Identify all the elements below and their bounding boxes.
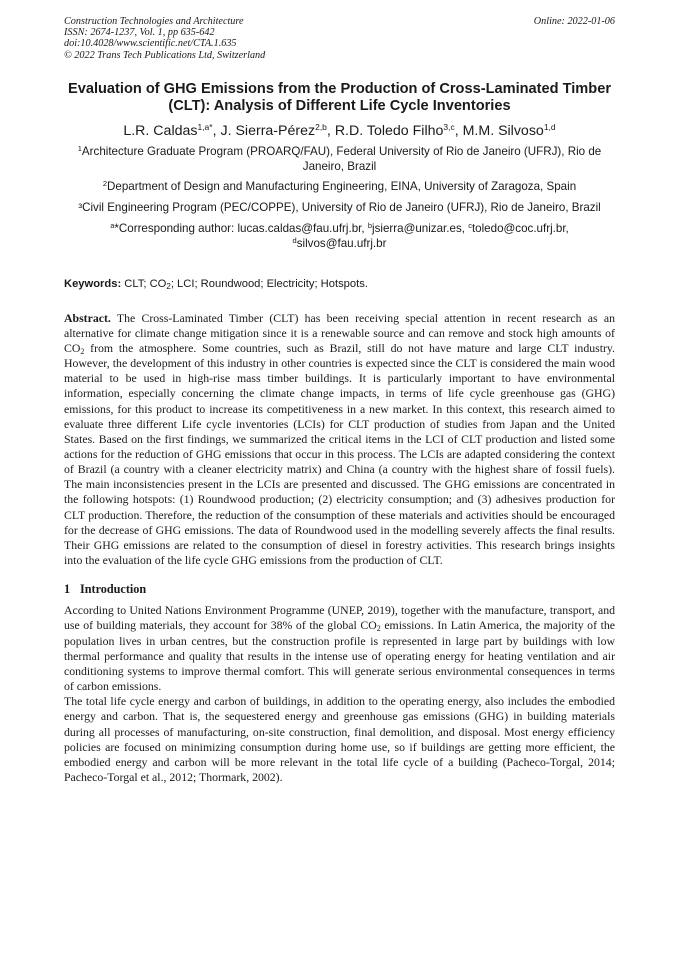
email-mark: d: [292, 235, 297, 245]
affiliation-2: [64, 180, 615, 195]
corresponding-author: [64, 222, 615, 252]
corresponding-prefix: *Corresponding author: lucas.caldas@fau.ufrj.br,: [114, 222, 368, 235]
email-mark: b: [367, 221, 372, 230]
email-mark: c: [468, 221, 472, 230]
section-heading: [64, 581, 615, 597]
keywords-text: ; LCI; Roundwood; Electricity; Hotspots.: [170, 277, 368, 290]
copyright-line: © 2022 Trans Tech Publications Ltd, Switzerland: [64, 49, 266, 61]
running-header: [64, 16, 615, 61]
keywords-text: CLT; CO: [121, 277, 167, 290]
subscript: 2: [166, 281, 171, 291]
author-affil-mark: 1,a*: [197, 121, 213, 132]
author-separator: ,: [326, 122, 335, 139]
paragraph-text: According to United Nations Environment Programme (UNEP, 2019), together with the manufacture, transport, and use of building materials, they account for 38% of the global CO: [64, 603, 615, 633]
body-paragraph: [64, 603, 615, 694]
author-separator: ,: [454, 122, 463, 139]
doi-line: doi:10.4028/www.scientific.net/CTA.1.635: [64, 38, 237, 50]
email-link[interactable]: toledo@coc.ufrj.br,: [471, 222, 569, 235]
affiliation-1: [64, 145, 615, 175]
section-title: Introduction: [80, 582, 147, 597]
author-name: R.D. Toledo Filho: [334, 122, 444, 139]
journal-name: Construction Technologies and Architecture: [64, 16, 244, 27]
affiliation-text: Architecture Graduate Program (PROARQ/FAU), Federal University of Rio de Janeiro (UFRJ), Rio de Janeiro, Brazil: [81, 144, 602, 173]
affiliation-text: Department of Design and Manufacturing Engineering, EINA, University of Zaragoza, Spain: [107, 180, 577, 194]
author-name: J. Sierra-Pérez: [220, 122, 316, 139]
abstract: [64, 311, 615, 569]
abstract-text: from the atmosphere. Some countries, such as Brazil, still do not have mature and large CLT industry. However, the development of this industry in other countries is expected since the CLT is considered the main wood material to be used in high-rise mass timber buildings. It is particularly important to have environmental information, especially concerning the climate change impacts, in terms of life cycle greenhouse gas (GHG) emissions, for this product to increase its competitiveness in a new market. In this context, this research aimed to evaluate three different Life cycle inventories (LCIs) for CLT production of studies from Japan and the United States. Based on the first findings, we summarized the critical items in the LCI of CLT production and listed some actions for the reduction of GHG emissions that occur in this process. The LCIs are adapted considering the context of Brazil (a country with a cleaner electricity matrix) and China (a country with the highest share of fossil fuels). The main inconsistencies present in the LCIs are presented and discussed. The GHG emissions are concentrated in the following hotspots: (1) Roundwood production; (2) electricity consumption; and (3) adhesives production for CLT production. Therefore, the reduction of the consumption of these materials and activities should be encouraged for the decrease of GHG emissions. The data of Roundwood used in the modelling severely affects the final results. Their GHG emissions are related to the consumption of diesel in forestry activities. This research brings insights into the evaluation of the life cycle GHG emissions from the production of CLT.: [64, 340, 615, 568]
author-name: M.M. Silvoso: [462, 122, 544, 139]
email-mark: a: [110, 221, 115, 230]
email-link[interactable]: jsierra@unizar.es,: [372, 222, 469, 235]
author-affil-mark: 3,c: [443, 121, 455, 132]
affiliation-text: ³Civil Engineering Program (PEC/COPPE), University of Rio de Janeiro (UFRJ), Rio de Janeiro, Brazil: [78, 201, 601, 215]
author-list: [64, 123, 615, 140]
author-affil-mark: 2,b: [315, 121, 327, 132]
abstract-label: Abstract.: [64, 310, 111, 325]
author-name: L.R. Caldas: [123, 122, 198, 139]
author-affil-mark: 1,d: [543, 121, 556, 132]
paper-title: Evaluation of GHG Emissions from the Production of Cross-Laminated Timber (CLT): Analysis of Different Life Cycle Inventories: [67, 80, 611, 115]
affiliation-mark: 2: [102, 179, 107, 189]
email-link[interactable]: silvos@fau.ufrj.br: [296, 236, 387, 250]
abstract-text: The Cross-Laminated Timber (CLT) has been receiving special attention in recent research as an alternative for climate change mitigation since it is a renewable source and can remove and stock high amounts of CO: [64, 310, 615, 355]
author-separator: ,: [212, 122, 221, 139]
paragraph-text: emissions. In Latin America, the majority of the population lives in urban centres, but the construction profile is represented in large part by buildings with low thermal performance and quality that results in the intense use of operating energy for heating ventilation and air conditioning systems to improve thermal comfort. This will generate serious environmental consequences in terms of carbon emissions.: [64, 618, 615, 694]
keywords: [64, 277, 615, 291]
subscript: 2: [376, 624, 381, 634]
affiliation-mark: 1: [77, 143, 82, 153]
journal-meta: [64, 16, 265, 61]
online-date: Online: 2022-01-06: [533, 16, 615, 27]
body-paragraph: The total life cycle energy and carbon of buildings, in addition to the operating energy, also includes the embodied energy and carbon. That is, the sequestered energy and greenhouse gas emissions (GHG) in building materials during all processes of manufacturing, on-site construction, final demolition, and disposal. Most energy efficiency policies are focused on minimizing consumption during home use, so if buildings are getting more efficient, the embodied energy and carbon will be more relevant in the total life cycle of a building (Pacheco-Torgal, 2014; Pacheco-Torgal et al., 2012; Thormark, 2002).: [64, 694, 615, 784]
section-number: 1: [64, 582, 71, 597]
keywords-label: Keywords:: [64, 277, 122, 290]
subscript: 2: [80, 346, 85, 356]
issn-line: ISSN: 2674-1237, Vol. 1, pp 635-642: [64, 27, 215, 39]
affiliation-3: [64, 201, 615, 216]
